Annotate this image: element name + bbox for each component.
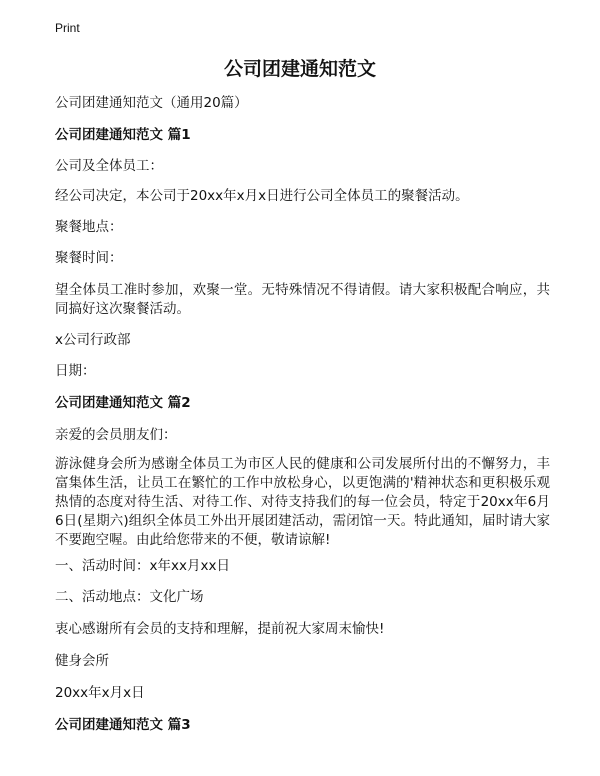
paragraph: 公司及全体员工：: [55, 158, 163, 174]
section-heading-1: 公司团建通知范文 篇1: [55, 127, 191, 143]
paragraph: 一、活动时间：x年xx月xx日: [55, 558, 230, 574]
paragraph: 望全体员工准时参加，欢聚一堂。无特殊情况不得请假。请大家积极配合响应，共同搞好这次聚餐活动。: [55, 282, 550, 317]
paragraph: 游泳健身会所为感谢全体员工为市区人民的健康和公司发展所付出的不懈努力，丰富集体生活，让员工在繁忙的工作中放松身心，以更饱满的'精神状态和更积极乐观热情的态度对待生活、对待工作、对待支持我们的每一位会员，特定于20xx年6月6日(星期六)组织全体员工外出开展团建活动，需闭馆一天。特此通知，届时请大家不要跑空喔。由此给您带来的不便，敬请谅解!: [55, 456, 550, 548]
print-link[interactable]: Print: [55, 21, 80, 35]
section-heading-2: 公司团建通知范文 篇2: [55, 395, 191, 411]
paragraph: 健身会所: [55, 653, 109, 669]
paragraph: x公司行政部: [55, 332, 131, 348]
document-subtitle: 公司团建通知范文（通用20篇）: [55, 95, 248, 111]
paragraph: 经公司决定，本公司于20xx年x月x日进行公司全体员工的聚餐活动。: [55, 188, 469, 204]
paragraph: 聚餐地点：: [55, 219, 123, 235]
paragraph: 二、活动地点：文化广场: [55, 589, 204, 605]
document-title: 公司团建通知范文: [223, 58, 376, 80]
paragraph: 日期：: [55, 363, 96, 379]
paragraph: 亲爱的会员朋友们：: [55, 427, 177, 443]
paragraph: 20xx年x月x日: [55, 685, 145, 701]
paragraph: 衷心感谢所有会员的支持和理解，提前祝大家周末愉快!: [55, 621, 385, 637]
paragraph: 聚餐时间：: [55, 250, 123, 266]
section-heading-3: 公司团建通知范文 篇3: [55, 717, 191, 733]
